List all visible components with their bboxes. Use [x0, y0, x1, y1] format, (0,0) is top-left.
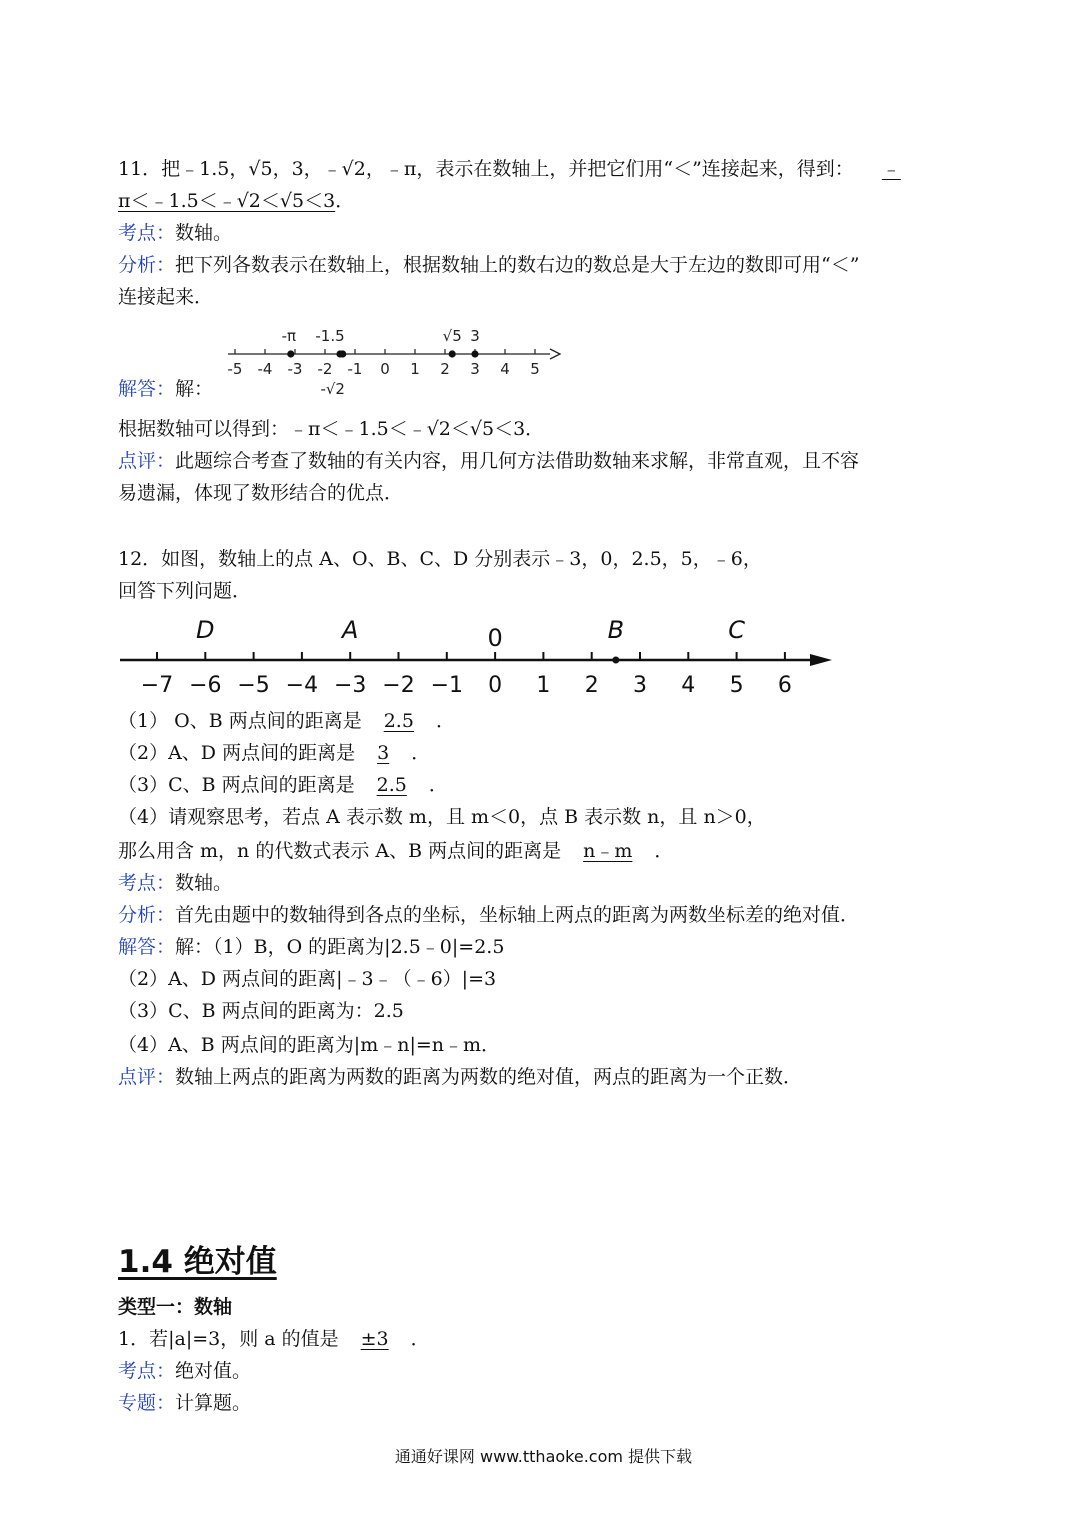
- q12-answer4: n﹣m: [583, 840, 633, 862]
- tick-label: -1: [347, 360, 363, 378]
- s-zhuanti: 专题：计算题。: [118, 1392, 252, 1414]
- q12-sub4: （4）请观察思考，若点 A 表示数 m，且 m＜0，点 B 表示数 n，且 n＞0，: [118, 806, 766, 828]
- tick-label: 4: [681, 673, 696, 698]
- tick-label: 2: [440, 360, 450, 378]
- q12-answer1: 2.5: [383, 710, 414, 732]
- tick-label: -5: [227, 360, 243, 378]
- q11-dianping: 点评：此题综合考查了数轴的有关内容，用几何方法借助数轴来求解，非常直观，且不容: [118, 450, 860, 472]
- q12-sub3: （3）C、B 两点间的距离是 2.5 ．: [118, 774, 448, 796]
- q11-jieda: 解答：解：: [118, 378, 214, 400]
- point-dot: [449, 350, 456, 357]
- tick-label: 0: [488, 673, 503, 698]
- q11-line2: π＜﹣1.5＜﹣√2＜√5＜3．: [118, 190, 355, 212]
- point-label: 0: [487, 624, 503, 652]
- tick-label: 2: [584, 673, 599, 698]
- point-dot: [287, 350, 294, 357]
- point-label: D: [196, 616, 215, 644]
- q12-fenxi: 分析：首先由题中的数轴得到各点的坐标，坐标轴上两点的距离为两数坐标差的绝对值．: [118, 904, 860, 926]
- tick-label: −1: [430, 673, 464, 698]
- q12-number-line: [112, 610, 842, 702]
- tick-label: 1: [410, 360, 420, 378]
- tick-label: -2: [317, 360, 333, 378]
- point-dot: [471, 350, 478, 357]
- q12-line2: 回答下列问题．: [118, 580, 252, 602]
- point-label: -π: [281, 327, 297, 345]
- tick-label: −5: [237, 673, 270, 698]
- tick-label: −3: [333, 673, 367, 698]
- q11-number-line: [220, 320, 570, 400]
- s-kaodian: 考点：绝对值。: [118, 1360, 252, 1382]
- tick-label: 0: [380, 360, 390, 378]
- q12-answer3: 2.5: [376, 774, 407, 796]
- q12-sub4-cont: 那么用含 m，n 的代数式表示 A、B 两点间的距离是 n﹣m ．: [118, 840, 674, 862]
- q12-sub2: （2）A、D 两点间的距离是 3 ．: [118, 742, 431, 764]
- q12-jieda-4: （4）A、B 两点间的距离为|m﹣n|=n﹣m．: [118, 1034, 501, 1056]
- tick-label: 5: [729, 673, 744, 698]
- section-title: 1.4 绝对值: [118, 1244, 277, 1280]
- q11-answer-part2: π＜﹣1.5＜﹣√2＜√5＜3: [118, 190, 336, 212]
- tick-label: −7: [140, 673, 174, 698]
- s-q1-answer: ±3: [360, 1328, 389, 1350]
- point-label: A: [341, 616, 359, 644]
- q11-fenxi-cont: 连接起来．: [118, 286, 214, 308]
- point-dot: [612, 657, 619, 664]
- tick-label: −6: [189, 673, 222, 698]
- point-dot: [339, 350, 346, 357]
- point-label: C: [728, 616, 745, 644]
- section-type-title: 类型一：数轴: [118, 1296, 233, 1318]
- point-label: -√2: [320, 380, 345, 398]
- point-label: 3: [470, 327, 480, 345]
- tick-label: 5: [530, 360, 540, 378]
- footer-credit: 通通好课网 www.tthaoke.com 提供下载: [394, 1447, 693, 1466]
- point-label: -1.5: [315, 327, 345, 345]
- q11-fenxi: 分析：把下列各数表示在数轴上，根据数轴上的数右边的数总是大于左边的数即可用“＜”: [118, 254, 860, 276]
- axis-arrow: [550, 349, 560, 359]
- q11-result: 根据数轴可以得到：﹣π＜﹣1.5＜﹣√2＜√5＜3．: [118, 418, 545, 440]
- s-q1: 1．若|a|=3，则 a 的值是 ±3 ．: [118, 1328, 430, 1350]
- tick-label: 3: [633, 673, 647, 698]
- axis-arrow: [810, 654, 832, 666]
- q11-kaodian: 考点：数轴。: [118, 222, 233, 244]
- tick-label: 1: [536, 673, 551, 698]
- q11-line1: 11．把﹣1.5，√5，3，﹣√2，﹣π，表示在数轴上，并把它们用“＜”连接起来，得到： ﹣: [118, 158, 901, 180]
- tick-label: -4: [257, 360, 273, 378]
- point-label: B: [607, 616, 625, 644]
- tick-label: −4: [285, 673, 319, 698]
- tick-label: 6: [777, 673, 792, 698]
- point-label: √5: [442, 327, 462, 345]
- q12-kaodian: 考点：数轴。: [118, 872, 233, 894]
- q12-line1: 12．如图，数轴上的点 A、O、B、C、D 分别表示﹣3，0，2.5，5，﹣6，: [118, 548, 762, 570]
- q12-jieda-3: （3）C、B 两点间的距离为：2.5: [118, 1000, 404, 1022]
- tick-label: 3: [470, 360, 480, 378]
- tick-label: −2: [382, 673, 415, 698]
- q12-sub1: （1） O、B 两点间的距离是 2.5 ．: [118, 710, 455, 732]
- q11-answer-part1: ﹣: [881, 158, 901, 180]
- q12-dianping: 点评：数轴上两点的距离为两数的距离为两数的绝对值，两点的距离为一个正数．: [118, 1066, 803, 1088]
- q11-dianping-cont: 易遗漏，体现了数形结合的优点．: [118, 482, 404, 504]
- tick-label: -3: [287, 360, 303, 378]
- tick-label: 4: [500, 360, 510, 378]
- q12-answer2: 3: [377, 742, 390, 764]
- q12-jieda: 解答：解：（1）B，O 的距离为|2.5﹣0|=2.5: [118, 936, 505, 958]
- q12-jieda-2: （2）A、D 两点间的距离|﹣3﹣（﹣6）|=3: [118, 968, 497, 990]
